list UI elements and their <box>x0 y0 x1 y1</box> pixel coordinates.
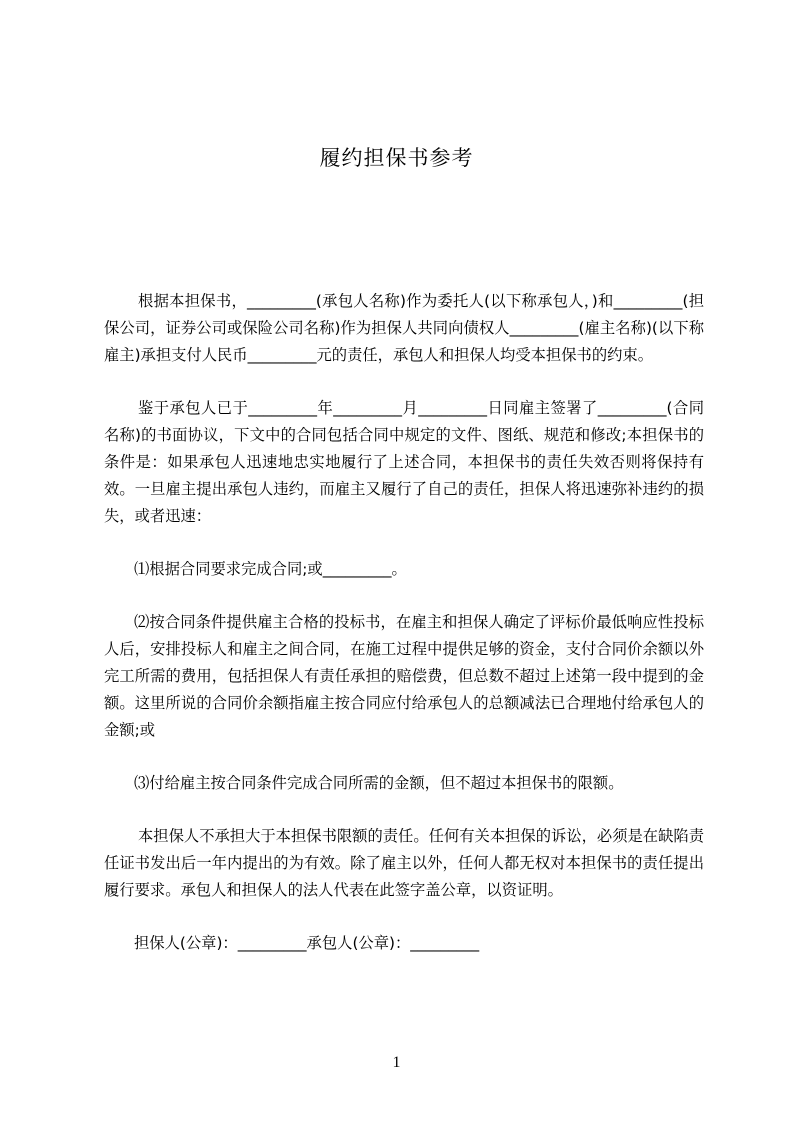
page-number: 1 <box>392 1054 401 1071</box>
paragraph-conditions: 鉴于承包人已于_________年_________月_________日同雇主签署了_________(合同名称)的书面协议，下文中的合同包括合同中规定的文件、图纸、规范和修改;本担保书的条件是：如果承包人迅速地忠实地履行了上述合同，本担保书的责任失效否则将保持有效。一旦雇主提出承包人违约，而雇主又履行了自己的责任，担保人将迅速弥补违约的损失，或者迅速： <box>104 399 704 525</box>
signature-line: 担保人(公章)：_________承包人(公章)：_________ <box>134 934 480 952</box>
paragraph-item-1: ⑴根据合同要求完成合同;或_________。 <box>134 560 407 578</box>
paragraph-guarantee-statement: 根据本担保书，_________(承包人名称)作为委托人(以下称承包人，)和_________(担保公司，证券公司或保险公司名称)作为担保人共同向债权人_________(雇主名称)(以下称雇主)承担支付人民币_________元的责任，承包人和担保人均受本担保书的约束。 <box>104 292 704 364</box>
paragraph-item-3: ⑶付给雇主按合同条件完成合同所需的金额，但不超过本担保书的限额。 <box>134 774 624 792</box>
document-title: 履约担保书参考 <box>319 146 474 170</box>
document-body <box>104 288 704 983</box>
paragraph-item-2: ⑵按合同条件提供雇主合格的投标书，在雇主和担保人确定了评标价最低响应性投标人后，安排投标人和雇主之间合同，在施工过程中提供足够的资金，支付合同价余额以外完工所需的费用，包括担保人有责任承担的赔偿费，但总数不超过上述第一段中提到的金额。这里所说的合同价余额指雇主按合同应付给承包人的总额减法已合理地付给承包人的金额;或 <box>104 613 704 739</box>
paragraph-liability-limit: 本担保人不承担大于本担保书限额的责任。任何有关本担保的诉讼，必须是在缺陷责任证书发出后一年内提出的为有效。除了雇主以外，任何人都无权对本担保书的责任提出履行要求。承包人和担保人的法人代表在此签字盖公章，以资证明。 <box>104 827 704 899</box>
